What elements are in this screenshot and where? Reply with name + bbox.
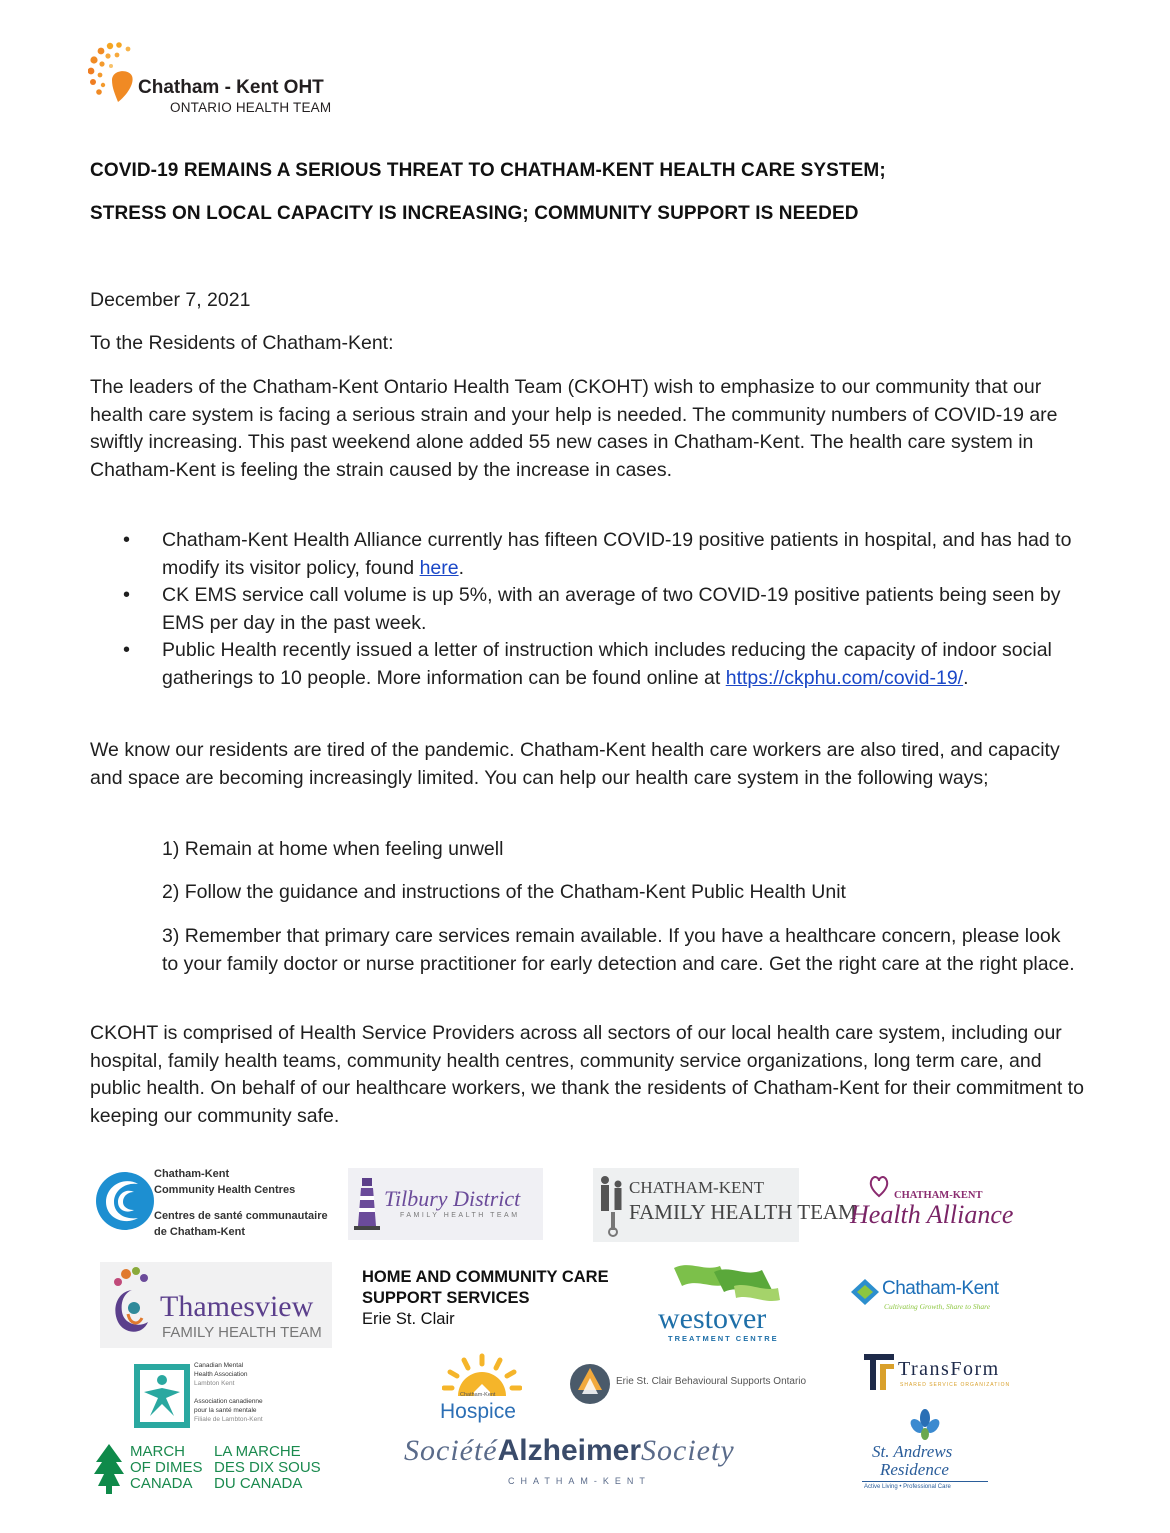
chc-swirl-icon bbox=[94, 1168, 156, 1234]
cmha-line-4: Association canadienne bbox=[194, 1398, 263, 1405]
chc-line-3: Centres de santé communautaire bbox=[154, 1210, 328, 1222]
ckfht-line-1: CHATHAM-KENT bbox=[629, 1178, 765, 1197]
visitor-policy-link[interactable]: here bbox=[419, 556, 459, 579]
transform-tf-icon bbox=[864, 1352, 896, 1392]
thamesview-name: Thamesview bbox=[160, 1290, 314, 1323]
ckoht-logo-name: Chatham - Kent OHT bbox=[138, 77, 324, 98]
bso-circle-icon bbox=[568, 1362, 612, 1406]
cmha-figure-icon bbox=[134, 1364, 190, 1428]
st-andrews-logo bbox=[860, 1408, 992, 1494]
tilbury-logo bbox=[348, 1168, 543, 1240]
ckoht-sunburst-icon bbox=[88, 40, 140, 110]
alzheimer-subtitle: CHATHAM-KENT bbox=[508, 1476, 651, 1486]
chc-line-4: de Chatham-Kent bbox=[154, 1226, 246, 1238]
bullet-text: Chatham-Kent Health Alliance currently has fifteen COVID-19 positive patients in hospital, and has had to modify its visitor policy, found bbox=[162, 529, 1072, 579]
municipality-tagline: Cultivating Growth, Share to Share bbox=[884, 1302, 991, 1311]
st-andrews-line-2: Residence bbox=[880, 1460, 949, 1479]
hospice-small-text: Chatham-Kent bbox=[460, 1392, 496, 1398]
hccss-line-3: Erie St. Clair bbox=[362, 1310, 455, 1328]
transform-name: TransForm bbox=[898, 1358, 1000, 1380]
alliance-line-1: CHATHAM-KENT bbox=[894, 1190, 983, 1201]
westover-name: westover bbox=[658, 1302, 767, 1335]
intro-paragraph: The leaders of the Chatham-Kent Ontario Health Team (CKOHT) wish to emphasize to our community that our health care system is facing a serious strain and your help is needed. The community numbers of COVID-19 are swiftly increasing. This past weekend alone added 55 new cases in Chatham-Kent. The health care system in Chatham-Kent is feeling the strain caused by the increase in cases. bbox=[90, 376, 1058, 481]
cmha-logo bbox=[134, 1362, 284, 1434]
behavioural-supports-logo bbox=[568, 1360, 830, 1408]
closing-paragraph: CKOHT is comprised of Health Service Providers across all sectors of our local health care system, including our hospital, family health teams, community health centres, community service organizations, long term care, and public health. On behalf of our healthcare workers, we thank the residents of Chatham-Kent for their commitment to keeping our community safe. bbox=[90, 1022, 1084, 1127]
hospice-name: Hospice bbox=[440, 1400, 516, 1423]
westover-logo bbox=[654, 1258, 798, 1344]
bullet-text: Public Health recently issued a letter of instruction which includes reducing the capacity of indoor social gatherings to 10 people. More information can be found online at bbox=[162, 639, 1052, 689]
headline-line-1: COVID-19 REMAINS A SERIOUS THREAT TO CHATHAM-KENT HEALTH CARE SYSTEM; bbox=[90, 160, 886, 181]
chc-logo bbox=[94, 1162, 328, 1242]
health-alliance-logo bbox=[848, 1172, 1028, 1232]
cmha-line-3: Lambton Kent bbox=[194, 1380, 235, 1387]
municipality-name: Chatham-Kent bbox=[882, 1278, 999, 1299]
alzheimer-society-logo bbox=[404, 1434, 766, 1494]
letter-date: December 7, 2021 bbox=[90, 289, 251, 311]
ck-diamond-icon bbox=[850, 1278, 880, 1306]
transform-subtitle: SHARED SERVICE ORGANIZATION bbox=[900, 1382, 1011, 1388]
st-andrews-divider bbox=[862, 1481, 988, 1482]
st-andrews-subtitle: Active Living • Professional Care bbox=[864, 1484, 951, 1490]
bullet-punct: . bbox=[458, 556, 465, 579]
thamesview-subtitle: FAMILY HEALTH TEAM bbox=[162, 1324, 322, 1341]
alzheimer-part-2: Alzheimer bbox=[497, 1434, 642, 1467]
impact-bullet-list bbox=[90, 527, 1090, 692]
alzheimer-part-1: Société bbox=[404, 1434, 498, 1467]
heart-leaf-icon bbox=[868, 1172, 890, 1198]
bullet-item-ems bbox=[90, 582, 1090, 637]
chc-line-2: Community Health Centres bbox=[154, 1184, 296, 1196]
tilbury-subtitle: FAMILY HEALTH TEAM bbox=[400, 1212, 520, 1219]
step-2: 2) Follow the guidance and instructions of the Chatham-Kent Public Health Unit bbox=[162, 881, 846, 903]
ckoht-logo bbox=[88, 40, 368, 120]
ckfht-logo bbox=[593, 1168, 857, 1242]
thamesview-logo bbox=[100, 1262, 332, 1348]
mod-line-1: MARCH bbox=[130, 1443, 185, 1460]
alliance-line-2: Health Alliance bbox=[850, 1200, 1014, 1229]
bullet-text: CK EMS service call volume is up 5%, with an average of two COVID-19 positive patients being seen by EMS per day in the past week. bbox=[162, 584, 1061, 634]
headline-line-2: STRESS ON LOCAL CAPACITY IS INCREASING; COMMUNITY SUPPORT IS NEEDED bbox=[90, 203, 859, 224]
cmha-line-5: pour la santé mentale bbox=[194, 1407, 257, 1414]
march-of-dimes-logo bbox=[92, 1442, 332, 1496]
letter-salutation: To the Residents of Chatham-Kent: bbox=[90, 332, 394, 354]
hospice-logo bbox=[436, 1352, 526, 1428]
ckphu-covid-link[interactable]: https://ckphu.com/covid-19/ bbox=[725, 666, 964, 689]
ckfht-line-2: FAMILY HEALTH TEAM bbox=[629, 1200, 857, 1224]
hccss-line-2: SUPPORT SERVICES bbox=[362, 1289, 530, 1307]
bullet-punct: . bbox=[963, 666, 969, 689]
hccss-logo bbox=[360, 1268, 650, 1332]
st-andrews-flower-icon bbox=[908, 1408, 942, 1442]
mod-fr-line-3: DU CANADA bbox=[214, 1475, 303, 1492]
tilbury-name: Tilbury District bbox=[384, 1186, 521, 1211]
tired-paragraph: We know our residents are tired of the pandemic. Chatham-Kent health care workers are also tired, and capacity and space are becoming increasingly limited. You can help our health care system in the following ways; bbox=[90, 739, 1060, 789]
bullet-item-hospital bbox=[90, 527, 1090, 582]
transform-logo bbox=[864, 1352, 1024, 1394]
alzheimer-wordmark bbox=[404, 1434, 735, 1468]
lighthouse-icon bbox=[354, 1174, 380, 1232]
westover-subtitle: TREATMENT CENTRE bbox=[668, 1334, 779, 1343]
mod-line-2: OF DIMES bbox=[130, 1459, 203, 1476]
mod-line-3: CANADA bbox=[130, 1475, 193, 1492]
cmha-line-6: Filiale de Lambton-Kent bbox=[194, 1416, 263, 1423]
bso-name: Erie St. Clair Behavioural Supports Ontario bbox=[616, 1376, 807, 1387]
hccss-line-1: HOME AND COMMUNITY CARE bbox=[362, 1268, 609, 1286]
ckoht-logo-subtitle: ONTARIO HEALTH TEAM bbox=[170, 100, 332, 115]
thamesview-tree-icon bbox=[108, 1266, 156, 1344]
mod-fr-line-2: DES DIX SOUS bbox=[214, 1459, 321, 1476]
cmha-line-2: Health Association bbox=[194, 1371, 248, 1378]
step-3: 3) Remember that primary care services remain available. If you have a healthcare concern, please look to your family doctor or nurse practitioner for early detection and care. Get the right care at the right place. bbox=[162, 925, 1075, 975]
step-1: 1) Remain at home when feeling unwell bbox=[162, 838, 504, 860]
alzheimer-part-3: Society bbox=[641, 1434, 735, 1467]
mod-fr-line-1: LA MARCHE bbox=[214, 1443, 301, 1460]
chc-line-1: Chatham-Kent bbox=[154, 1168, 230, 1180]
family-figures-icon bbox=[597, 1172, 627, 1238]
st-andrews-line-1: St. Andrews bbox=[872, 1442, 953, 1461]
maple-tree-icon bbox=[92, 1444, 126, 1494]
municipality-logo bbox=[850, 1276, 1010, 1316]
bullet-item-public-health bbox=[90, 637, 1090, 692]
cmha-line-1: Canadian Mental bbox=[194, 1362, 244, 1369]
westover-hills-icon bbox=[670, 1258, 782, 1304]
